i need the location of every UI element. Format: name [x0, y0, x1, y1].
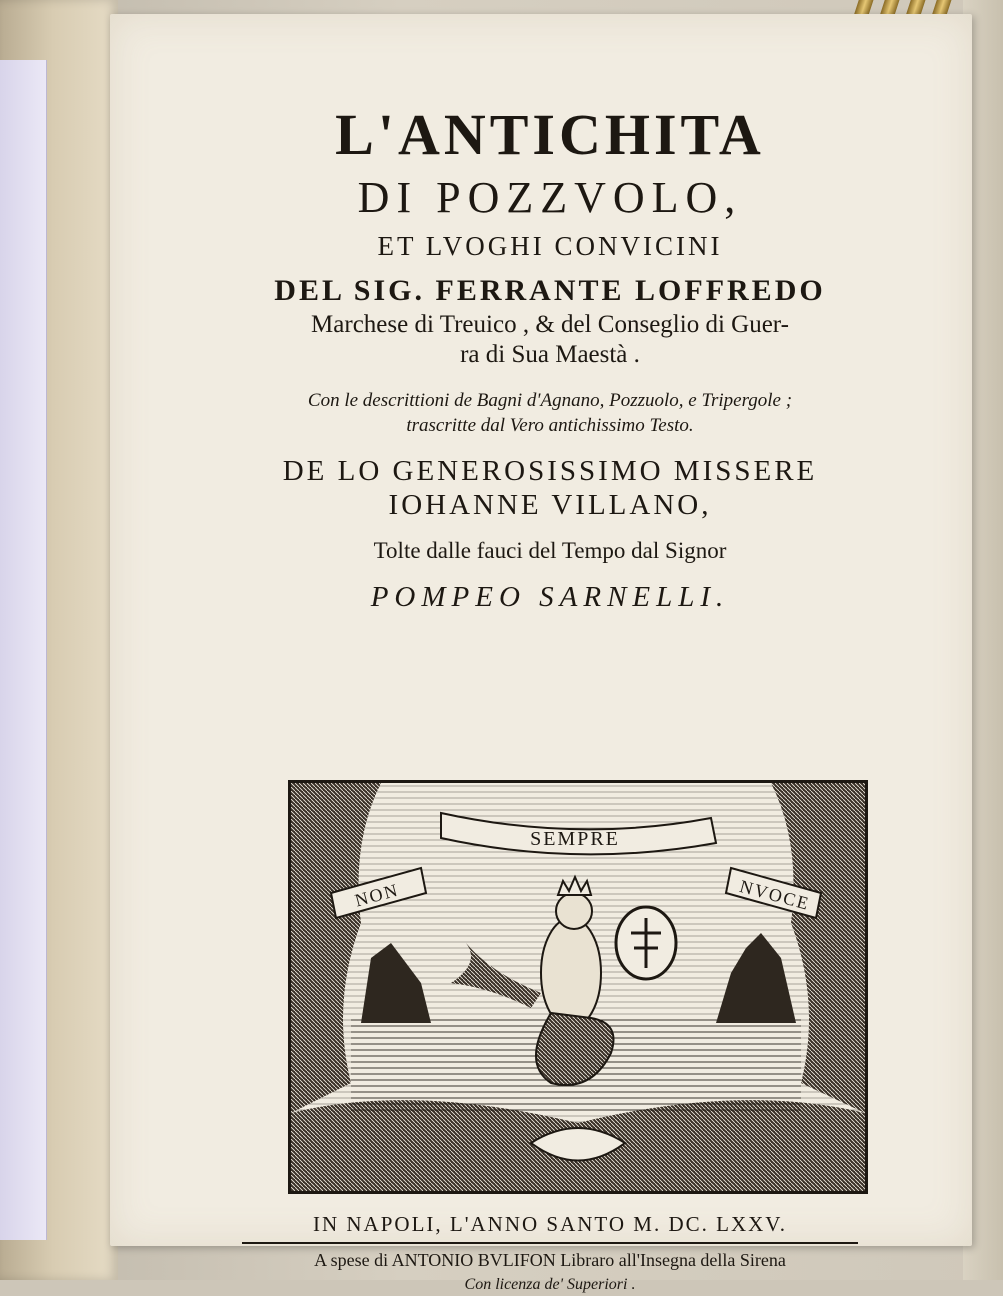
imprint-publisher: A spese di ANTONIO BVLIFON Libraro all'Insegna della Sirena [314, 1250, 786, 1270]
violet-paper-sheet [0, 60, 47, 1240]
imprint-rule [242, 1242, 858, 1244]
motto-right: NVOCE [737, 876, 813, 914]
book-title: L'ANTICHITA [335, 102, 765, 167]
editor-name: POMPEO SARNELLI. [370, 581, 730, 613]
title-line-3: ET LVOGHI CONVICINI [377, 231, 723, 261]
dedication-line-3: Tolte dalle fauci del Tempo dal Signor [373, 538, 727, 563]
dedication-line-1: DE LO GENEROSISSIMO MISSERE [282, 455, 818, 487]
woodcut-illustration [288, 780, 868, 1194]
title-page [110, 14, 972, 1293]
motto-left: NON [352, 879, 402, 911]
description-line-2: trascritte dal Vero antichissimo Testo. [406, 415, 694, 436]
author-name: DEL SIG. FERRANTE LOFFREDO [274, 274, 826, 307]
imprint-license: Con licenza de' Superiori . [464, 1276, 636, 1293]
author-detail-2: ra di Sua Maestà . [460, 341, 640, 368]
motto-center: SEMPRE [530, 828, 620, 850]
author-detail-1: Marchese di Treuico , & del Conseglio di Guer- [311, 311, 789, 338]
title-line-2: DI POZZVOLO, [357, 173, 743, 222]
siren-printer-device-icon [291, 783, 865, 1191]
dedication-line-2: IOHANNE VILLANO, [388, 489, 712, 521]
description-line-1: Con le descrittioni de Bagni d'Agnano, Pozzuolo, e Tripergole ; [307, 390, 793, 411]
title-page-content [170, 84, 930, 1293]
imprint-place-date: IN NAPOLI, L'ANNO SANTO M. DC. LXXV. [312, 1212, 787, 1236]
